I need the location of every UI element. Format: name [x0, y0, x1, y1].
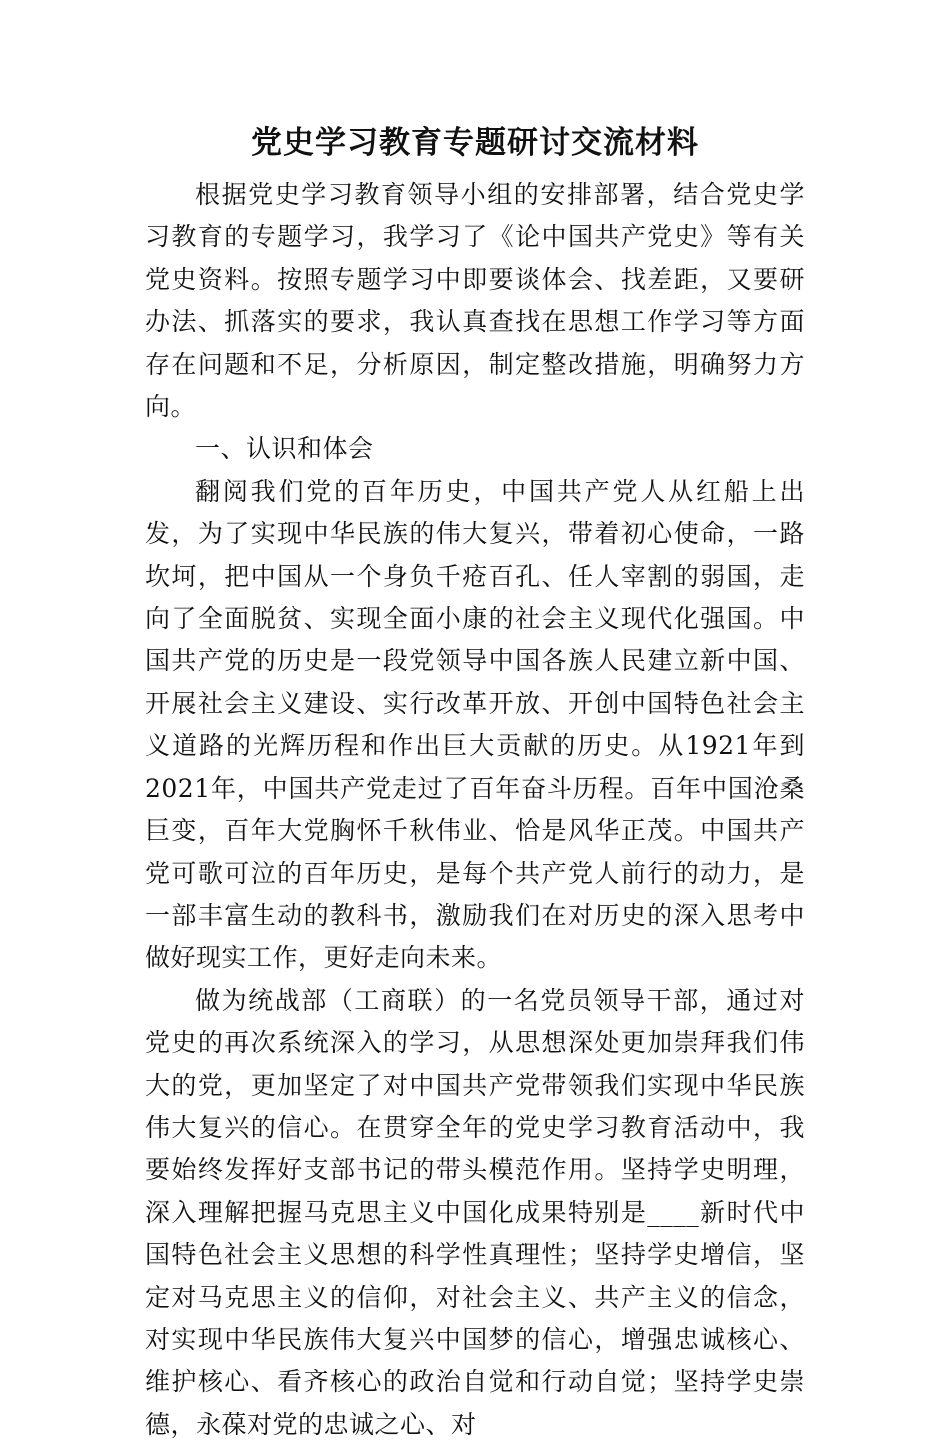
section-heading-1: 一、认识和体会: [195, 434, 374, 464]
paragraph-role: 做为统战部（工商联）的一名党员领导干部，通过对党史的再次系统深入的学习，从思想深处更加崇拜我们伟大的党，更加坚定了对中国共产党带领我们实现中华民族伟大复兴的信心。在贯穿全年的党史学习教育活动中，我要始终发挥好支部书记的带头模范作用。坚持学史明理，深入理解把握马克思主义中国化成果特别是____新时代中国特色社会主义思想的科学性真理性；坚持学史增信，坚定对马克思主义的信仰，对社会主义、共产主义的信念，对实现中华民族伟大复兴中国梦的信心，增强忠诚核心、维护核心、看齐核心的政治自觉和行动自觉；坚持学史崇德，永葆对党的忠诚之心、对: [145, 985, 805, 1439]
paragraph-intro: 根据党史学习教育领导小组的安排部署，结合党史学习教育的专题学习，我学习了《论中国共产党史》等有关党史资料。按照专题学习中即要谈体会、找差距，又要研办法、抓落实的要求，我认真查找在思想工作学习等方面存在问题和不足，分析原因，制定整改措施，明确努力方向。: [145, 180, 805, 422]
document-title: 党史学习教育专题研讨交流材料: [251, 125, 699, 161]
document-page: [145, 118, 805, 1446]
paragraph-history: 翻阅我们党的百年历史，中国共产党人从红船上出发，为了实现中华民族的伟大复兴，带着初心使命，一路坎坷，把中国从一个身负千疮百孔、任人宰割的弱国，走向了全面脱贫、实现全面小康的社会主义现代化强国。中国共产党的历史是一段党领导中国各族人民建立新中国、开展社会主义建设、实行改革开放、开创中国特色社会主义道路的光辉历程和作出巨大贡献的历史。从1921年到2021年，中国共产党走过了百年奋斗历程。百年中国沧桑巨变，百年大党胸怀千秋伟业、恰是风华正茂。中国共产党可歌可泣的百年历史，是每个共产党人前行的动力，是一部丰富生动的教科书，激励我们在对历史的深入思考中做好现实工作，更好走向未来。: [145, 476, 805, 973]
